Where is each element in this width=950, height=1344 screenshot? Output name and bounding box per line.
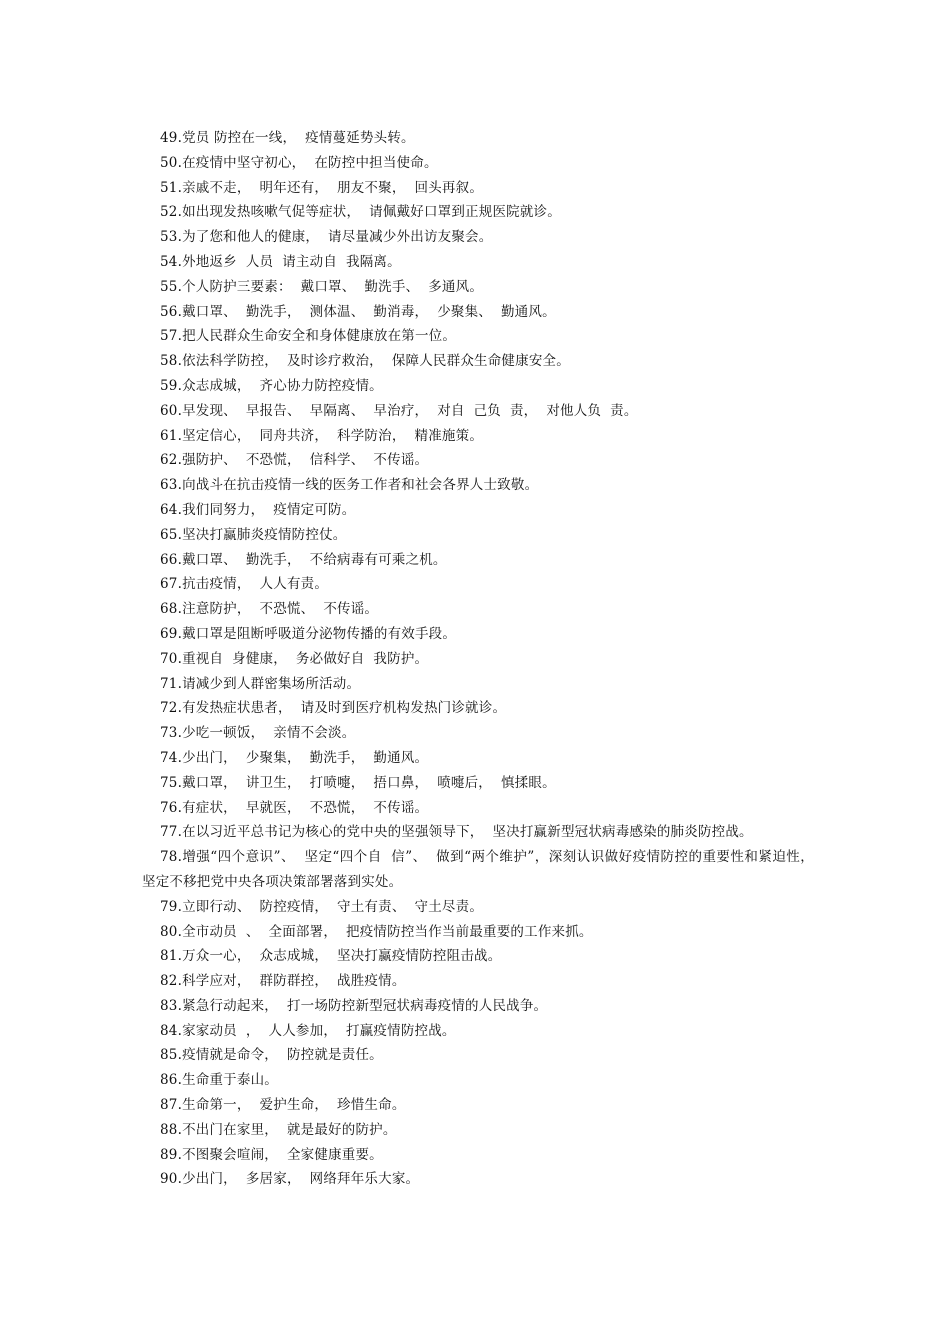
list-item: 50.在疫情中坚守初心， 在防控中担当使命。 xyxy=(160,154,438,171)
list-item: 61.坚定信心， 同舟共济， 科学防治， 精准施策。 xyxy=(160,427,484,444)
list-item: 89.不图聚会喧闹， 全家健康重要。 xyxy=(160,1146,383,1163)
list-item: 53.为了您和他人的健康， 请尽量减少外出访友聚会。 xyxy=(160,229,493,246)
list-item: 58.依法科学防控， 及时诊疗救治， 保障人民群众生命健康安全。 xyxy=(160,353,570,370)
list-item: 73.少吃一顿饭， 亲情不会淡。 xyxy=(160,725,356,742)
list-item: 57.把人民群众生命安全和身体健康放在第一位。 xyxy=(160,328,457,345)
list-item: 79.立即行动、 防控疫情， 守土有责、 守土尽责。 xyxy=(160,898,484,915)
list-item: 70.重视自 身健康， 务必做好自 我防护。 xyxy=(160,650,429,667)
list-item: 49.党员 防控在一线， 疫情蔓延势头转。 xyxy=(160,130,415,146)
list-item: 84.家家动员 ， 人人参加， 打赢疫情防控战。 xyxy=(160,1022,456,1039)
list-item: 64.我们同努力， 疫情定可防。 xyxy=(160,501,356,518)
list-item: 87.生命第一， 爱护生命， 珍惜生命。 xyxy=(160,1097,406,1114)
list-item: 83.紧急行动起来， 打一场防控新型冠状病毒疫情的人民战争。 xyxy=(160,997,548,1014)
list-item: 68.注意防护， 不恐慌、 不传谣。 xyxy=(160,601,379,618)
list-item: 65.坚决打赢肺炎疫情防控仗。 xyxy=(160,526,347,543)
list-item: 76.有症状， 早就医， 不恐慌， 不传谣。 xyxy=(160,799,429,816)
list-item: 78.增强“四个意识”、 坚定“四个自 信”、 做到“两个维护”，深刻认识做好疫情防控的重要性和紧迫性， 坚定不移把党中央各项决策部署落到实处。 xyxy=(142,849,823,890)
list-item: 71.请减少到人群密集场所活动。 xyxy=(160,675,361,692)
list-item: 59.众志成城， 齐心协力防控疫情。 xyxy=(160,377,383,394)
list-item: 80.全市动员 、 全面部署， 把疫情防控当作当前最重要的工作来抓。 xyxy=(160,923,593,940)
list-item: 77.在以习近平总书记为核心的党中央的坚强领导下， 坚决打赢新型冠状病毒感染的肺炎防控战。 xyxy=(160,824,753,841)
list-item: 85.疫情就是命令， 防控就是责任。 xyxy=(160,1047,383,1064)
list-item: 74.少出门， 少聚集， 勤洗手， 勤通风。 xyxy=(160,749,429,766)
list-item: 54.外地返乡 人员 请主动自 我隔离。 xyxy=(160,253,401,270)
list-item: 81.万众一心， 众志成城， 坚决打赢疫情防控阻击战。 xyxy=(160,948,502,965)
list-item: 86.生命重于泰山。 xyxy=(160,1072,278,1089)
list-item: 75.戴口罩， 讲卫生， 打喷嚏， 捂口鼻， 喷嚏后， 慎揉眼。 xyxy=(160,774,556,791)
list-item: 82.科学应对， 群防群控， 战胜疫情。 xyxy=(160,973,406,990)
list-item: 72.有发热症状患者， 请及时到医疗机构发热门诊就诊。 xyxy=(160,700,507,717)
list-item: 69.戴口罩是阻断呼吸道分泌物传播的有效手段。 xyxy=(160,625,457,642)
list-item: 63.向战斗在抗击疫情一线的医务工作者和社会各界人士致敬。 xyxy=(160,477,539,494)
list-item: 56.戴口罩、 勤洗手， 测体温、 勤消毒， 少聚集、 勤通风。 xyxy=(160,303,556,320)
list-item: 90.少出门， 多居家， 网络拜年乐大家。 xyxy=(160,1171,420,1188)
list-item: 51.亲戚不走， 明年还有， 朋友不聚， 回头再叙。 xyxy=(160,179,484,196)
list-item: 67.抗击疫情， 人人有责。 xyxy=(160,576,329,593)
list-item: 52.如出现发热咳嗽气促等症状， 请佩戴好口罩到正规医院就诊。 xyxy=(160,204,561,221)
list-item: 66.戴口罩、 勤洗手， 不给病毒有可乘之机。 xyxy=(160,551,447,568)
list-item: 55.个人防护三要素： 戴口罩、 勤洗手、 多通风。 xyxy=(160,278,484,295)
list-item: 88.不出门在家里， 就是最好的防护。 xyxy=(160,1121,397,1138)
list-item: 60.早发现、 早报告、 早隔离、 早治疗， 对自 己负 责， 对他人负 责。 xyxy=(160,402,638,419)
list-item: 62.强防护、 不恐慌， 信科学、 不传谣。 xyxy=(160,452,429,469)
slogan-list xyxy=(142,126,823,1192)
